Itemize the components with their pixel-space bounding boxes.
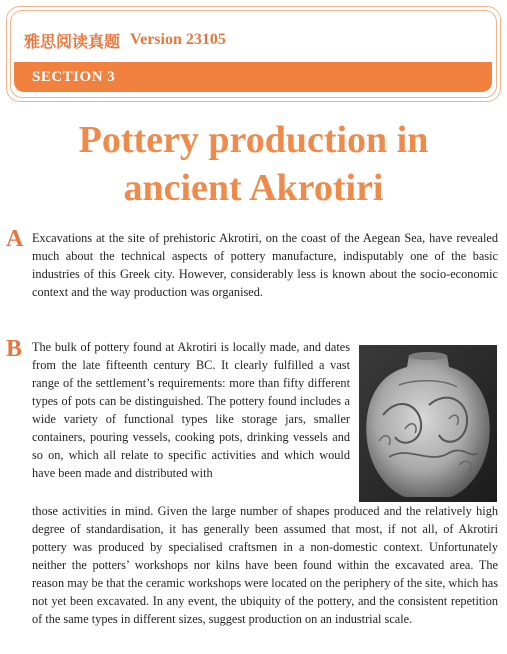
chinese-title: 雅思阅读真题 bbox=[24, 33, 121, 51]
paragraph-letter-b: B bbox=[6, 336, 23, 362]
section-label: SECTION 3 bbox=[32, 68, 116, 85]
paragraph-letter-a: A bbox=[6, 226, 24, 252]
paragraph-b-part-2: those activities in mind. Given the large number of shapes produced and the relatively high degree of standardisation, it has generally been assumed that most, if not all, of Akrotiri pottery was produced by specialised craftsmen in a non-domestic context. Unfortunately neither the potters’ workshops nor kilns have been found within the excavated area. The reason may be that the ceramic workshops were located on the periphery of the site, which has not yet been excavated. In any event, the ubiquity of the pottery, and the consistent repetition of the same types in different sizes, suggest production on an industrial scale. bbox=[32, 504, 498, 626]
section-bar bbox=[14, 62, 492, 92]
article-title bbox=[0, 116, 507, 212]
header-title-row bbox=[24, 22, 484, 58]
pottery-vase-image bbox=[359, 345, 497, 502]
paragraph-a: Excavations at the site of prehistoric Akrotiri, on the coast of the Aegean Sea, have revealed much about the technical aspects of pottery manufacture, indisputably one of the basic industries of this Greek city. However, considerably less is known about the socio-economic context and the way production was organised. bbox=[32, 231, 498, 299]
paragraph-b-part-1: The bulk of pottery found at Akrotiri is locally made, and dates from the late fifteenth century BC. It clearly fulfilled a vast range of the settlement’s requirements: more than fifty different types of pots can be distinguished. The pottery found includes a wide variety of functional types like storage jars, smaller containers, pouring vessels, cooking pots, drinking vessels and so on, which all relate to specific activities and which would have been made and distributed with bbox=[32, 340, 350, 480]
title-line-2: ancient Akrotiri bbox=[123, 167, 384, 209]
version-label: Version 23105 bbox=[130, 31, 226, 48]
title-line-1: Pottery production in bbox=[78, 119, 429, 161]
